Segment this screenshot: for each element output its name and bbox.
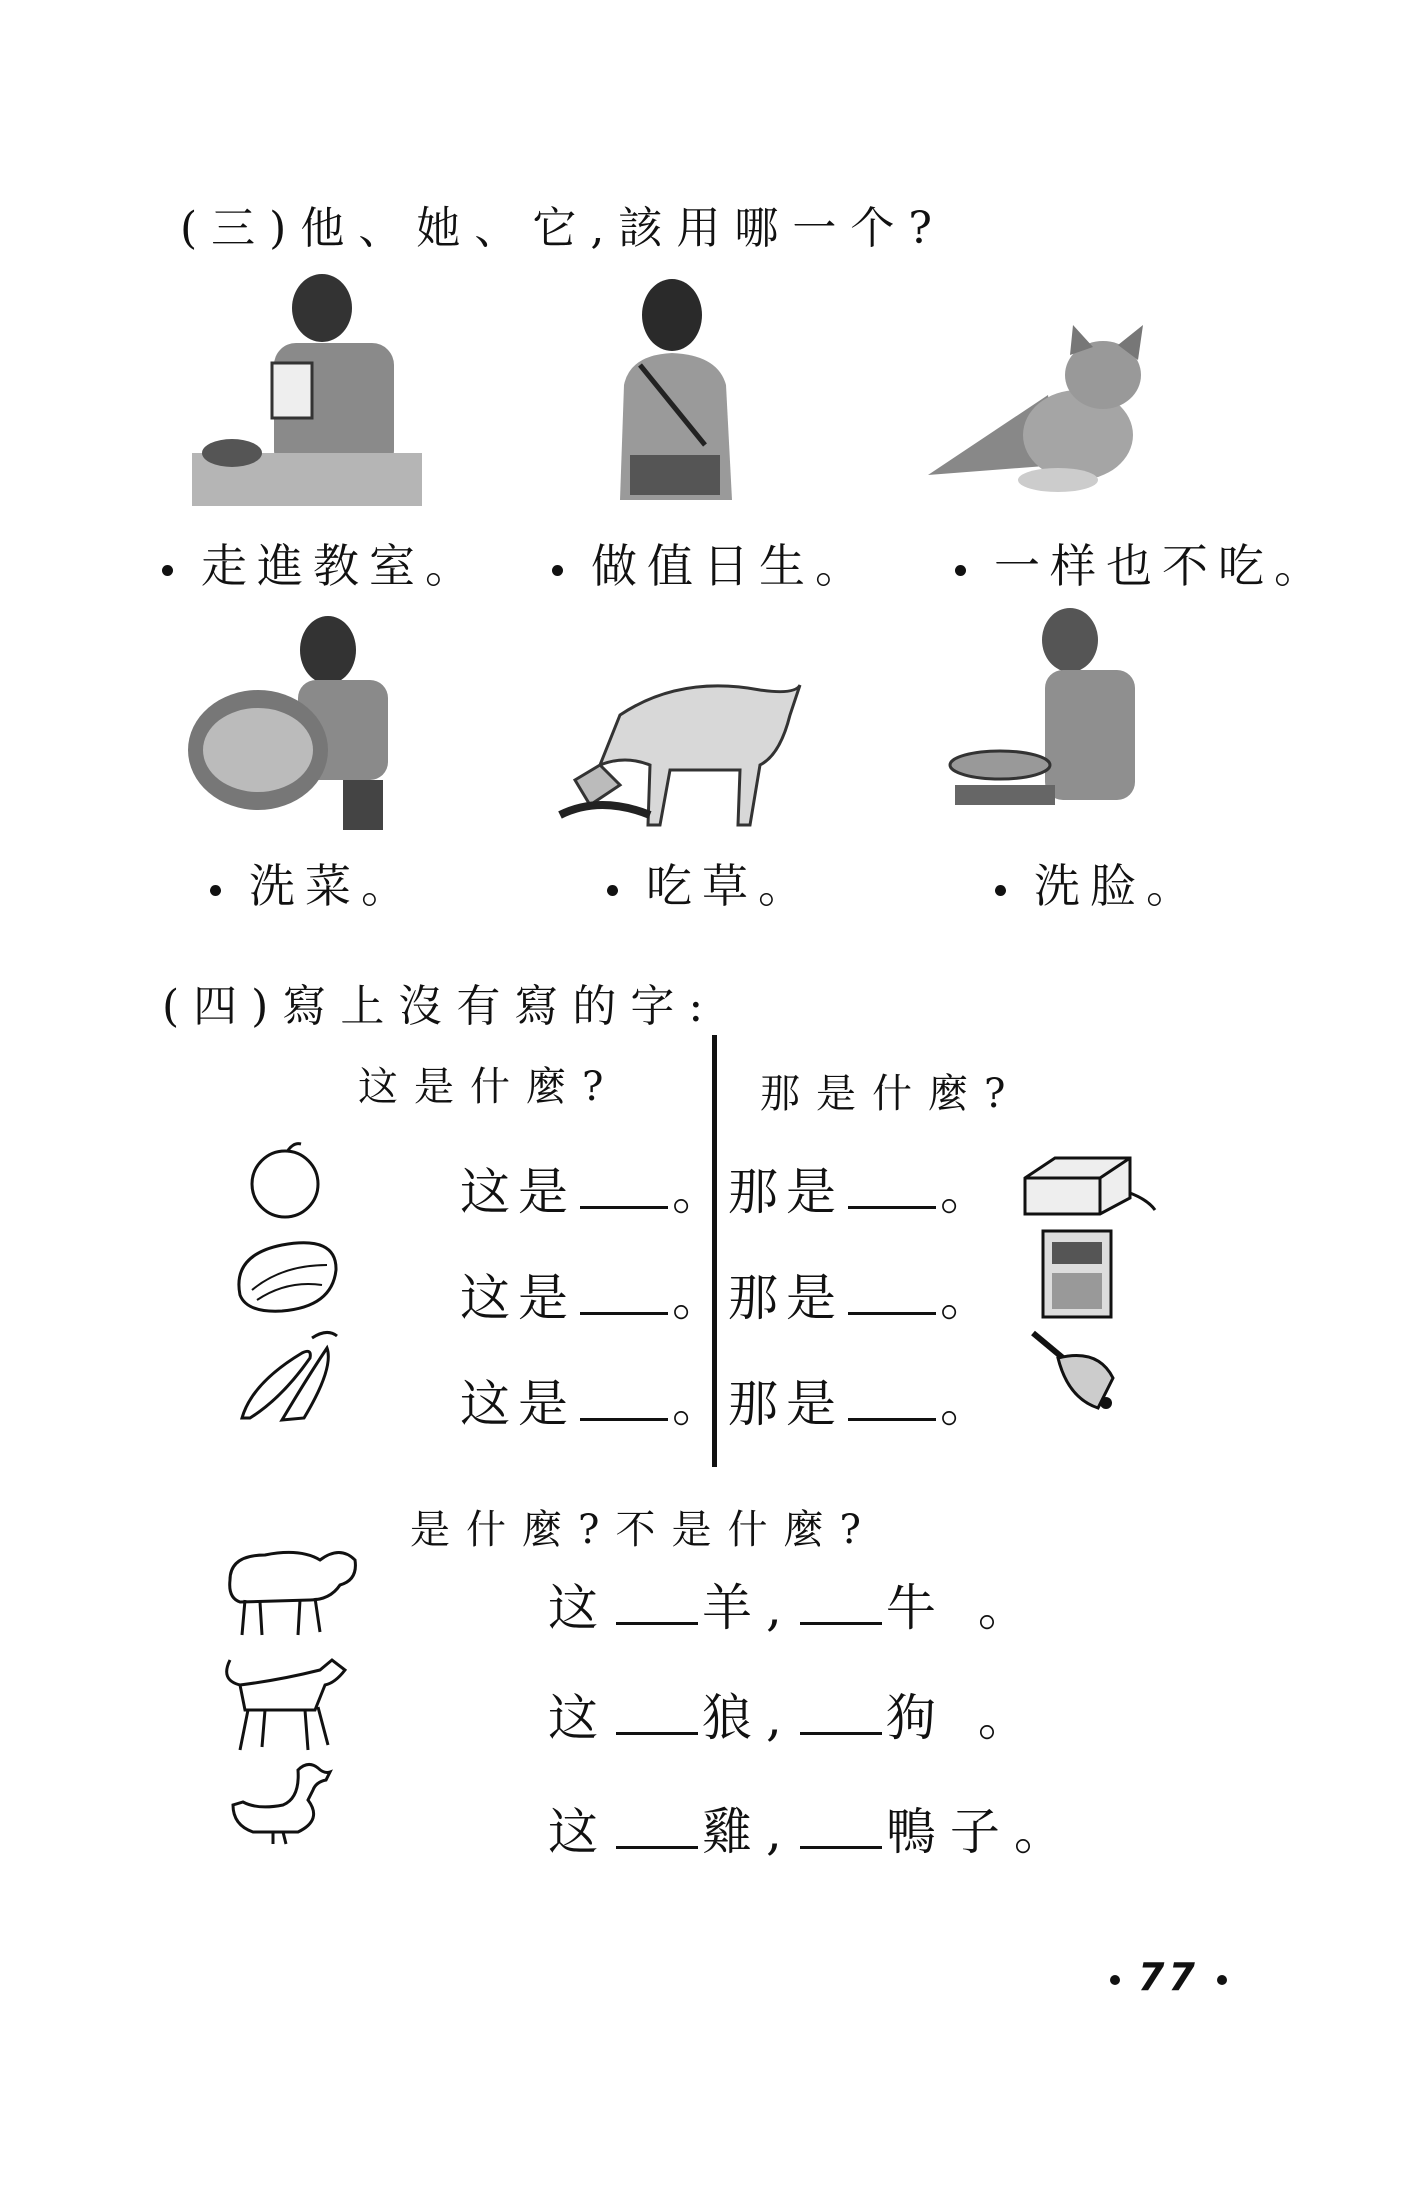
left-prefix: 这是 (460, 1163, 576, 1221)
boy-photo (610, 275, 740, 500)
boy-washing-face-photo (950, 600, 1150, 825)
duck-icon (228, 1760, 333, 1845)
left-fill-row-1 (460, 1152, 730, 1224)
kitten-photo (928, 325, 1158, 495)
caption-5-text: 吃草。 (646, 859, 814, 913)
row-mid: 狼, (702, 1689, 796, 1747)
row-stop: 。 (977, 1579, 1042, 1637)
answer-blank[interactable] (800, 1621, 882, 1625)
row-stop: 。 (1013, 1803, 1078, 1861)
answer-blank[interactable] (800, 1845, 882, 1849)
soap-icon (1020, 1148, 1160, 1218)
right-column-heading: 那是什麼? (760, 1071, 1022, 1117)
end-mark: 。 (672, 1163, 730, 1221)
caption-4-text: 洗菜。 (249, 859, 417, 913)
answer-blank[interactable] (848, 1205, 936, 1209)
right-fill-row-3 (728, 1364, 998, 1436)
answer-blank[interactable] (616, 1845, 698, 1849)
right-fill-row-1 (728, 1152, 998, 1224)
end-mark: 。 (940, 1375, 998, 1433)
end-mark: 。 (672, 1375, 730, 1433)
sub-heading: 是什麼?不是什麼? (410, 1507, 877, 1553)
woman-reading-photo (192, 268, 422, 506)
row-mid: 雞, (702, 1803, 796, 1861)
bullet-dot (995, 885, 1006, 896)
bell-icon (1028, 1328, 1123, 1418)
peapod-icon (232, 1328, 342, 1423)
caption-6-text: 洗脸。 (1034, 859, 1202, 913)
cabbage-icon (232, 1235, 344, 1315)
girl-washing-vegetables-photo (188, 610, 413, 830)
bullet-dot (955, 565, 966, 576)
book-icon (1040, 1228, 1115, 1320)
bullet-dot (1110, 1975, 1120, 1985)
sheep-icon (220, 1540, 360, 1640)
bullet-dot (1217, 1975, 1227, 1985)
answer-blank[interactable] (580, 1311, 668, 1315)
row-end: 鴨子 (885, 1803, 1014, 1861)
caption-2-text: 做值日生。 (591, 539, 871, 593)
caption-4 (210, 850, 417, 916)
row-mid: 羊, (702, 1579, 796, 1637)
apple-icon (245, 1140, 325, 1220)
bullet-dot (210, 885, 221, 896)
left-column-heading: 这是什麼? (358, 1064, 620, 1110)
answer-blank[interactable] (580, 1205, 668, 1209)
bullet-dot (552, 565, 563, 576)
answer-blank[interactable] (800, 1731, 882, 1735)
row-start: 这 (548, 1579, 612, 1637)
section-4-title: (四)寫上沒有寫的字: (162, 981, 718, 1032)
answer-blank[interactable] (848, 1417, 936, 1421)
end-mark: 。 (940, 1269, 998, 1327)
answer-blank[interactable] (616, 1731, 698, 1735)
animal-row-3 (548, 1792, 1078, 1864)
right-fill-row-2 (728, 1258, 998, 1330)
end-mark: 。 (672, 1269, 730, 1327)
bullet-dot (162, 565, 173, 576)
row-stop: 。 (977, 1689, 1042, 1747)
right-prefix: 那是 (728, 1375, 844, 1433)
goat-eating-grass-photo (560, 655, 805, 830)
page-number-text: 77 (1138, 1955, 1199, 1999)
caption-1 (162, 530, 481, 596)
answer-blank[interactable] (848, 1311, 936, 1315)
row-end: 牛 (885, 1579, 950, 1637)
caption-6 (995, 850, 1202, 916)
left-fill-row-3 (460, 1364, 730, 1436)
page-number (1110, 1955, 1227, 1999)
caption-1-text: 走進教室。 (201, 539, 481, 593)
right-prefix: 那是 (728, 1163, 844, 1221)
animal-row-2 (548, 1678, 1042, 1750)
caption-3 (955, 530, 1330, 596)
end-mark: 。 (940, 1163, 998, 1221)
bullet-dot (607, 885, 618, 896)
caption-5 (607, 850, 814, 916)
dog-icon (220, 1655, 350, 1755)
row-start: 这 (548, 1803, 612, 1861)
section-3-title: (三)他、她、它,該用哪一个? (180, 203, 946, 254)
animal-row-1 (548, 1568, 1042, 1640)
answer-blank[interactable] (616, 1621, 698, 1625)
right-prefix: 那是 (728, 1269, 844, 1327)
left-prefix: 这是 (460, 1375, 576, 1433)
row-start: 这 (548, 1689, 612, 1747)
caption-3-text: 一样也不吃。 (994, 539, 1330, 593)
caption-2 (552, 530, 871, 596)
left-prefix: 这是 (460, 1269, 576, 1327)
left-fill-row-2 (460, 1258, 730, 1330)
row-end: 狗 (885, 1689, 950, 1747)
answer-blank[interactable] (580, 1417, 668, 1421)
